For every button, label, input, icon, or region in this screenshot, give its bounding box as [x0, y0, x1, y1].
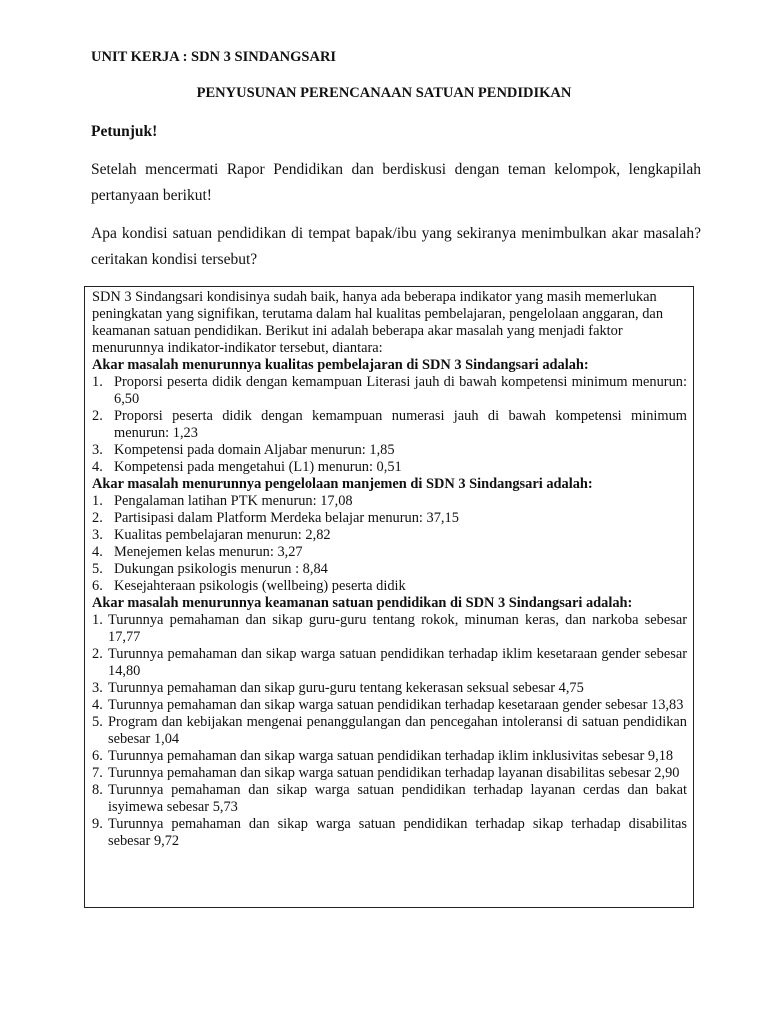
learning-quality-list: [92, 374, 687, 476]
list-text: Turunnya pemahaman dan sikap warga satuan pendidikan terhadap layanan disabilitas sebesar 2,90: [108, 765, 680, 781]
list-text: Kualitas pembelajaran menurun: 2,82: [114, 527, 331, 543]
list-number: 4.: [92, 544, 103, 560]
list-item: [92, 374, 687, 408]
safety-list: [92, 612, 687, 850]
list-text: Menejemen kelas menurun: 3,27: [114, 544, 303, 560]
list-number: 1.: [92, 493, 103, 509]
list-number: 3.: [92, 527, 103, 543]
list-item: [92, 697, 687, 714]
list-text: Turunnya pemahaman dan sikap warga satuan pendidikan terhadap kesetaraan gender sebesar 13,83: [108, 697, 684, 713]
instructions-label: Petunjuk!: [91, 123, 158, 140]
section-heading-management: Akar masalah menurunnya pengelolaan manjemen di SDN 3 Sindangsari adalah:: [92, 476, 593, 492]
list-item: [92, 459, 687, 476]
list-text: Kesejahteraan psikologis (wellbeing) peserta didik: [114, 578, 406, 594]
list-item: [92, 544, 687, 561]
management-list: [92, 493, 687, 595]
list-number: 3.: [92, 442, 103, 458]
list-number: 6.: [92, 578, 103, 594]
list-text: Turunnya pemahaman dan sikap warga satuan pendidikan terhadap iklim kesetaraan gender sebesar 14,80: [108, 646, 687, 679]
list-text: Turunnya pemahaman dan sikap warga satuan pendidikan terhadap layanan cerdas dan bakat isyimewa sebesar 5,73: [108, 782, 687, 815]
list-item: [92, 408, 687, 442]
list-number: 1.: [92, 374, 103, 390]
list-text: Dukungan psikologis menurun : 8,84: [114, 561, 328, 577]
section-heading-learning-quality: Akar masalah menurunnya kualitas pembelajaran di SDN 3 Sindangsari adalah:: [92, 357, 589, 373]
list-item: [92, 578, 687, 595]
unit-kerja-label: UNIT KERJA : SDN 3 SINDANGSARI: [91, 49, 337, 65]
list-item: [92, 816, 687, 850]
list-text: Turunnya pemahaman dan sikap guru-guru tentang kekerasan seksual sebesar 4,75: [108, 680, 584, 696]
list-item: [92, 680, 687, 697]
list-number: 2.: [92, 408, 103, 424]
list-text: Kompetensi pada domain Aljabar menurun: 1,85: [114, 442, 395, 458]
list-item: [92, 782, 687, 816]
list-item: [92, 765, 687, 782]
list-number: 1.: [92, 612, 103, 628]
list-number: 6.: [92, 748, 103, 764]
list-number: 2.: [92, 510, 103, 526]
list-number: 7.: [92, 765, 103, 781]
list-number: 4.: [92, 697, 103, 713]
list-number: 4.: [92, 459, 103, 475]
list-item: [92, 646, 687, 680]
list-number: 9.: [92, 816, 103, 832]
list-text: Partisipasi dalam Platform Merdeka belajar menurun: 37,15: [114, 510, 459, 526]
list-item: [92, 561, 687, 578]
list-text: Turunnya pemahaman dan sikap guru-guru tentang rokok, minuman keras, dan narkoba sebesar 17,77: [108, 612, 687, 645]
list-item: [92, 493, 687, 510]
section-heading-safety: Akar masalah menurunnya keamanan satuan pendidikan di SDN 3 Sindangsari adalah:: [92, 595, 633, 611]
list-text: Pengalaman latihan PTK menurun: 17,08: [114, 493, 353, 509]
list-item: [92, 612, 687, 646]
list-number: 3.: [92, 680, 103, 696]
list-item: [92, 510, 687, 527]
list-text: Turunnya pemahaman dan sikap warga satuan pendidikan terhadap sikap terhadap disabilitas sebesar 9,72: [108, 816, 687, 849]
list-item: [92, 527, 687, 544]
list-number: 5.: [92, 714, 103, 730]
list-text: Kompetensi pada mengetahui (L1) menurun: 0,51: [114, 459, 402, 475]
instruction-paragraph: Setelah mencermati Rapor Pendidikan dan berdiskusi dengan teman kelompok, lengkapilah pertanyaan berikut!: [91, 161, 701, 204]
document-title: PENYUSUNAN PERENCANAAN SATUAN PENDIDIKAN: [196, 85, 572, 101]
list-text: Program dan kebijakan mengenai penanggulangan dan pencegahan intoleransi di satuan pendidikan sebesar 1,04: [108, 714, 687, 747]
answer-intro: SDN 3 Sindangsari kondisinya sudah baik, hanya ada beberapa indikator yang masih memerlukan peningkatan yang signifikan, terutama dalam hal kualitas pembelajaran, pengelolaan anggaran, dan keamanan satuan pendidikan. Berikut ini adalah beberapa akar masalah yang menjadi faktor menurunnya indikator-indikator tersebut, diantara:: [92, 289, 664, 356]
list-item: [92, 748, 687, 765]
list-item: [92, 442, 687, 459]
list-text: Proporsi peserta didik dengan kemampuan Literasi jauh di bawah kompetensi minimum menurun: 6,50: [114, 374, 687, 407]
list-number: 2.: [92, 646, 103, 662]
answer-box: [84, 286, 694, 908]
list-text: Turunnya pemahaman dan sikap warga satuan pendidikan terhadap iklim inklusivitas sebesar 9,18: [108, 748, 674, 764]
list-number: 5.: [92, 561, 103, 577]
list-number: 8.: [92, 782, 103, 798]
list-item: [92, 714, 687, 748]
question-paragraph: Apa kondisi satuan pendidikan di tempat bapak/ibu yang sekiranya menimbulkan akar masalah? ceritakan kondisi tersebut?: [91, 225, 701, 268]
list-text: Proporsi peserta didik dengan kemampuan numerasi jauh di bawah kompetensi minimum menurun: 1,23: [114, 408, 687, 441]
